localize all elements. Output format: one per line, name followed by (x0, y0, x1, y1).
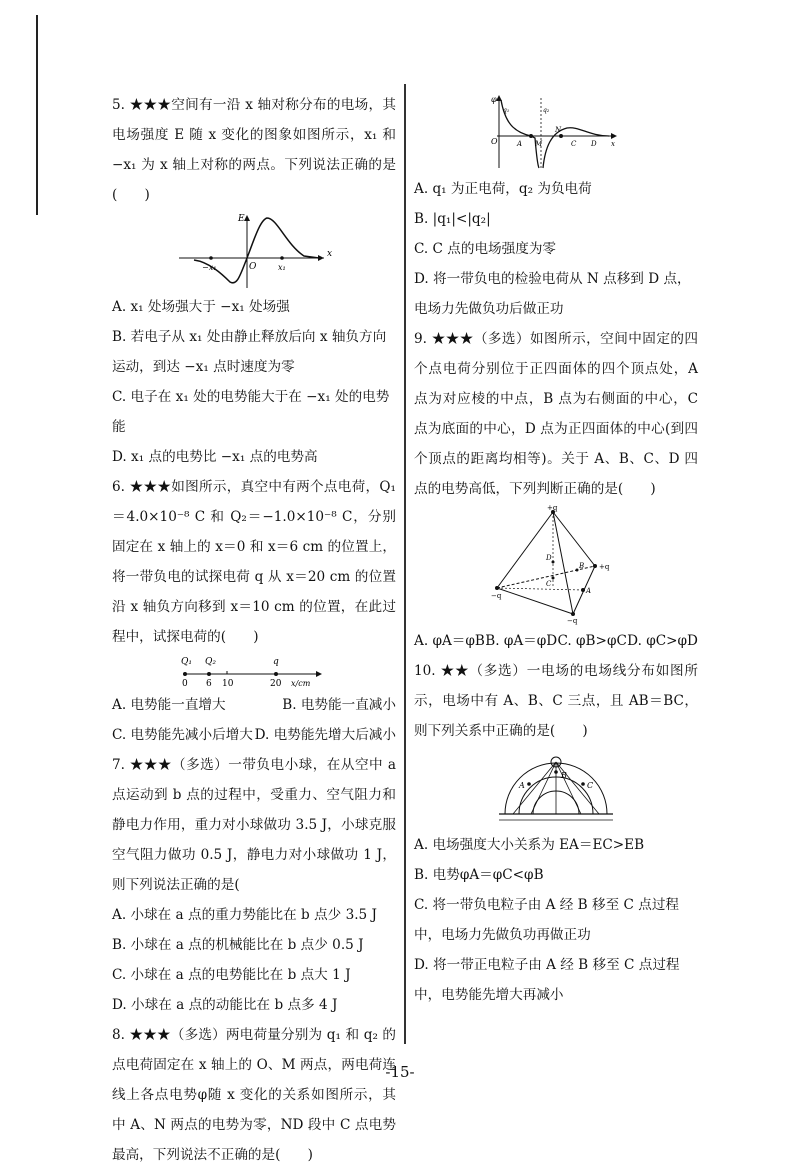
q8-option-c: C. C 点的电场强度为零 (414, 241, 557, 257)
q7-option-a: A. 小球在 a 点的重力势能比在 b 点少 3.5 J (112, 907, 377, 923)
q10-option-a: A. 电场强度大小关系为 EA＝EC>EB (414, 837, 645, 853)
q8-fig-phi-label: φ (491, 95, 497, 104)
q5-fig-origin-label: O (249, 262, 257, 272)
q9-option-d: D. φC>φD (627, 633, 698, 649)
q8-fig-q2-label: q₂ (543, 107, 550, 114)
q9-fig-d-label: D (546, 554, 552, 562)
q9-fig-a-label: A (586, 587, 592, 595)
q9-tetrahedron-figure (491, 506, 621, 624)
q5-stem: 5. ★★★空间有一沿 x 轴对称分布的电场，其电场强度 E 随 x 变化的图象如图所示，x₁ 和 −x₁ 为 x 轴上对称的两点。下列说法正确的是( ) (112, 97, 396, 203)
q6-option-c: C. 电势能先减小后增大 (112, 727, 253, 743)
q6-option-a: A. 电势能一直增大 (112, 697, 226, 713)
q10-option-d: D. 将一带正电粒子由 A 经 B 移至 C 点过程中，电势能先增大再减小 (414, 957, 680, 1003)
q8-option-d: D. 将一带负电的检验电荷从 N 点移到 D 点，电场力先做负功后做正功 (414, 271, 691, 317)
q9-fig-top-charge: +q (547, 504, 558, 512)
q8-fig-m-label: M (535, 140, 543, 148)
q7-option-d: D. 小球在 a 点的动能比在 b 点多 4 J (112, 997, 338, 1013)
q9-option-b: B. φA＝φD (485, 633, 558, 649)
q6-fig-tick-10: 10 (222, 679, 234, 689)
q6-fig-unit-label: x/cm (291, 679, 311, 688)
q6-fig-tick-6: 6 (206, 679, 212, 689)
q10-fig-c-label: C (587, 781, 594, 790)
q9-fig-left-charge: −q (491, 592, 502, 600)
right-column (414, 90, 698, 1010)
q9-options-row (414, 626, 698, 656)
q10-fig-b-label: B (561, 771, 567, 780)
q8-fig-q1-label: q₁ (503, 107, 510, 114)
q9-fig-c-label: C (546, 580, 552, 588)
q10-option-c: C. 将一带负电粒子由 A 经 B 移至 C 点过程中，电场力先做负功再做正功 (414, 897, 680, 943)
q8-phi-x-graph (491, 92, 621, 172)
q6-options-row-2 (112, 720, 396, 750)
q5-fig-e-label: E (238, 214, 245, 224)
q6-fig-q2-label: Q₂ (205, 657, 216, 667)
q6-options-row-1 (112, 690, 396, 720)
q8-stem: 8. ★★★（多选）两电荷量分别为 q₁ 和 q₂ 的点电荷固定在 x 轴上的 O、M 两点，两电荷连线上各点电势φ随 x 变化的关系如图所示，其中 A、N 两点的电势为零，ND 段中 C 点电势最高，下列说法不正确的是( ) (112, 1027, 396, 1163)
q8-fig-a-label: A (517, 140, 523, 148)
q6-axis-figure (179, 654, 329, 688)
q9-stem: 9. ★★★（多选）如图所示，空间中固定的四个点电荷分别位于正四面体的四个顶点处，A 点为对应棱的中点，B 点为右侧面的中心，C 点为底面的中心，D 点为正四面体的中心(到四个顶点的距离均相等)。关于 A、B、C、D 四点的电势高低，下列判断正确的是( ) (414, 331, 698, 497)
q10-stem: 10. ★★（多选）一电场的电场线分布如图所示，电场中有 A、B、C 三点，且 AB＝BC，则下列关系中正确的是( ) (414, 663, 698, 739)
q8-fig-n-label: N (555, 126, 562, 134)
q10-fig-a-label: A (519, 781, 525, 790)
q10-option-b: B. 电势φA＝φC<φB (414, 867, 544, 883)
page-number: -15- (385, 1063, 415, 1081)
q6-option-b: B. 电势能一直减小 (282, 697, 396, 713)
q7-option-b: B. 小球在 a 点的机械能比在 b 点少 0.5 J (112, 937, 364, 953)
left-column (112, 90, 396, 1163)
q8-fig-c-label: C (571, 140, 577, 148)
q8-option-b: B. |q₁|<|q₂| (414, 211, 491, 227)
q6-fig-tick-0: 0 (182, 679, 188, 689)
q5-option-b: B. 若电子从 x₁ 处由静止释放后向 x 轴负方向运动，到达 −x₁ 点时速度为零 (112, 329, 387, 375)
q5-option-c: C. 电子在 x₁ 处的电势能大于在 −x₁ 处的电势能 (112, 389, 390, 435)
q9-fig-right-charge: +q (599, 563, 610, 571)
q6-fig-q-label: q (273, 657, 279, 667)
q6-fig-tick-20: 20 (270, 679, 282, 689)
q5-e-x-graph (174, 212, 334, 290)
q9-fig-bottom-charge: −q (567, 617, 578, 625)
q10-field-lines-figure (491, 748, 621, 828)
q8-fig-origin-label: O (491, 137, 498, 146)
q9-fig-b-label: B (579, 562, 585, 570)
q7-option-c: C. 小球在 a 点的电势能比在 b 点大 1 J (112, 967, 351, 983)
q8-fig-x-label: x (611, 140, 615, 148)
q6-stem: 6. ★★★如图所示，真空中有两个点电荷，Q₁＝4.0×10⁻⁸ C 和 Q₂＝−1.0×10⁻⁸ C，分别固定在 x 轴上的 x＝0 和 x＝6 cm 的位置上，将一带负电的试探电荷 q 从 x＝20 cm 的位置沿 x 轴负方向移到 x＝10 cm 的位置，在此过程中，试探电荷的( ) (112, 479, 396, 645)
column-divider (404, 84, 406, 1044)
q7-stem: 7. ★★★（多选）一带负电小球，在从空中 a 点运动到 b 点的过程中，受重力、空气阻力和静电力作用，重力对小球做功 3.5 J，小球克服空气阻力做功 0.5 J，静电力对小球做功 1 J，则下列说法正确的是( (112, 757, 396, 893)
scan-margin-line (36, 15, 38, 215)
q5-option-d: D. x₁ 点的电势比 −x₁ 点的电势高 (112, 449, 318, 465)
q9-option-c: C. φB>φC (557, 633, 627, 649)
q6-option-d: D. 电势能先增大后减小 (254, 727, 396, 743)
q5-option-a: A. x₁ 处场强大于 −x₁ 处场强 (112, 299, 290, 315)
q6-fig-q1-label: Q₁ (181, 657, 192, 667)
q5-fig-neg-x1-label: −x₁ (202, 263, 217, 272)
q8-option-a: A. q₁ 为正电荷，q₂ 为负电荷 (414, 181, 592, 197)
q5-fig-x-label: x (327, 249, 333, 259)
q8-fig-d-label: D (591, 140, 597, 148)
q9-option-a: A. φA＝φB (414, 633, 485, 649)
q5-fig-x1-label: x₁ (278, 263, 286, 272)
